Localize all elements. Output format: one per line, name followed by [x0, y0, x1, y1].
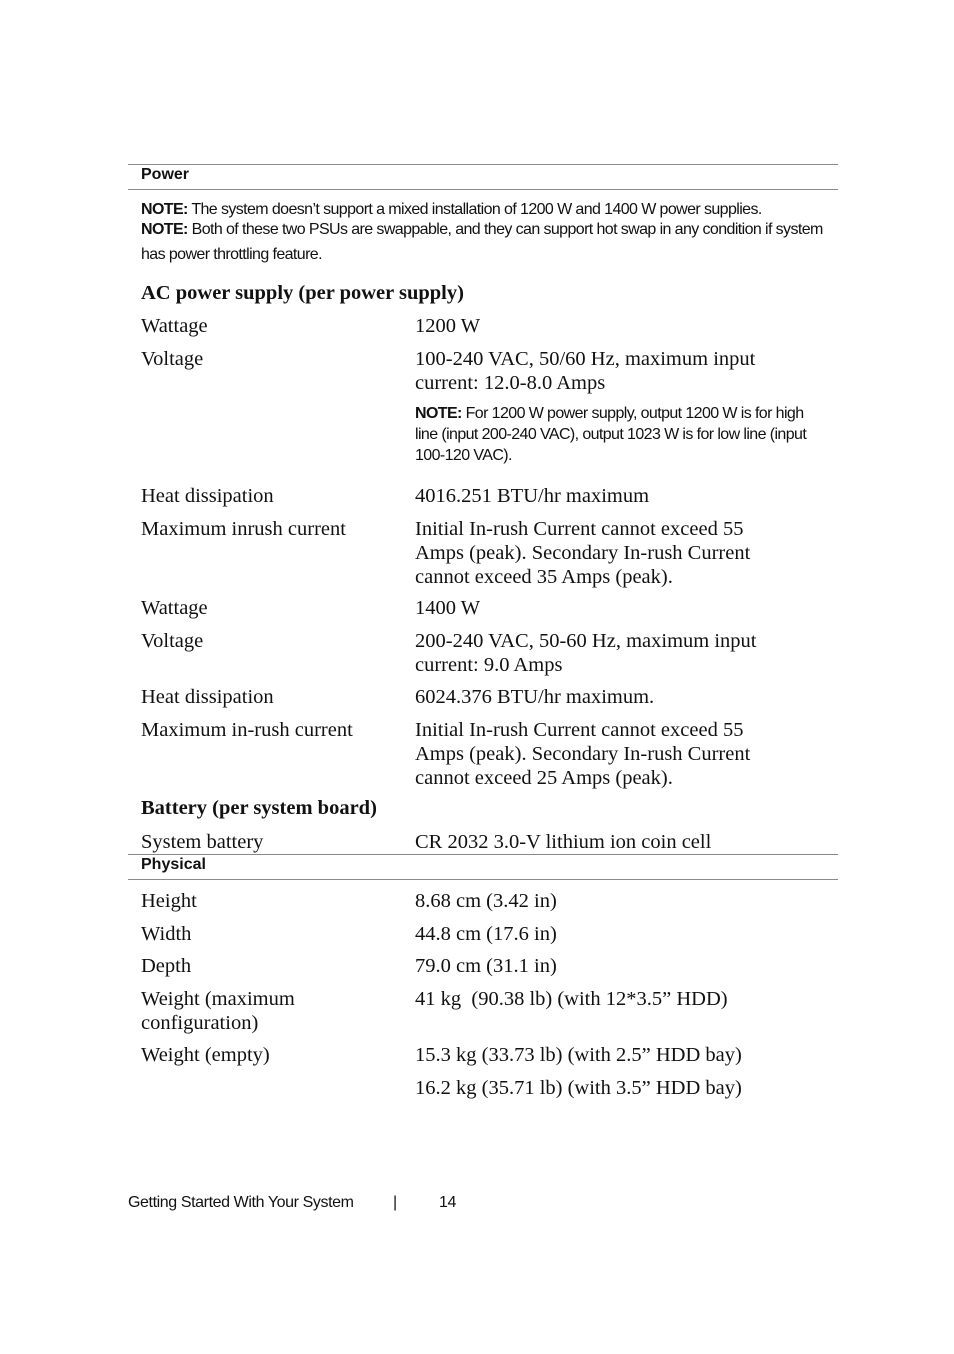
power-rule-bottom — [128, 189, 838, 190]
spec-label: Weight (maximum configuration) — [141, 988, 295, 1034]
spec-value: 200-240 VAC, 50-60 Hz, maximum input current: 9.0 Amps — [415, 630, 757, 676]
battery-heading: Battery (per system board) — [141, 797, 377, 819]
ac-supply-heading: AC power supply (per power supply) — [141, 282, 464, 304]
note-2 — [141, 217, 831, 267]
physical-heading: Physical — [141, 856, 206, 873]
spec-value: 44.8 cm (17.6 in) — [415, 923, 557, 945]
footer-separator: | — [393, 1194, 397, 1211]
spec-label: Voltage — [141, 348, 204, 370]
spec-label: Depth — [141, 955, 192, 977]
spec-value: 8.68 cm (3.42 in) — [415, 890, 557, 912]
physical-rule-top — [128, 854, 838, 855]
spec-label: Height — [141, 890, 197, 912]
spec-value: 1200 W — [415, 315, 481, 337]
spec-label: Wattage — [141, 315, 208, 337]
spec-value: 16.2 kg (35.71 lb) (with 3.5” HDD bay) — [415, 1077, 742, 1099]
spec-label: Heat dissipation — [141, 485, 274, 507]
physical-rule-bottom — [128, 879, 838, 880]
spec-label: Weight (empty) — [141, 1044, 270, 1066]
power-heading: Power — [141, 166, 190, 183]
spec-label: Voltage — [141, 630, 204, 652]
power-rule-top — [128, 164, 838, 165]
footer-page-number: 14 — [439, 1194, 456, 1211]
spec-label: Maximum inrush current — [141, 518, 346, 540]
spec-value: 6024.376 BTU/hr maximum. — [415, 686, 655, 708]
power-notes — [141, 200, 831, 267]
spec-value: Initial In-rush Current cannot exceed 55 Amps (peak). Secondary In-rush Current cannot exceed 35 Amps (peak). — [415, 518, 751, 588]
spec-value: Initial In-rush Current cannot exceed 55 Amps (peak). Secondary In-rush Current cannot exceed 25 Amps (peak). — [415, 719, 751, 789]
spec-label: Heat dissipation — [141, 686, 274, 708]
spec-label: Maximum in-rush current — [141, 719, 353, 741]
spec-value: 41 kg (90.38 lb) (with 12*3.5” HDD) — [415, 988, 728, 1010]
note-2-label: NOTE: — [141, 221, 188, 238]
spec-label: Width — [141, 923, 192, 945]
spec-value: 79.0 cm (31.1 in) — [415, 955, 557, 977]
note-1-label: NOTE: — [141, 201, 188, 218]
footer-title: Getting Started With Your System — [128, 1194, 354, 1211]
spec-value: 15.3 kg (33.73 lb) (with 2.5” HDD bay) — [415, 1044, 742, 1066]
spec-value: 1400 W — [415, 597, 481, 619]
voltage-note-label: NOTE: — [415, 405, 462, 422]
note-2-text: Both of these two PSUs are swappable, and they can support hot swap in any condition if system has power throttling feature. — [141, 221, 823, 263]
voltage-note-text: For 1200 W power supply, output 1200 W is for high line (input 200-240 VAC), output 1023 W is for low line (input 100-120 VAC). — [415, 405, 807, 464]
voltage-note — [415, 403, 815, 466]
spec-value: 100-240 VAC, 50/60 Hz, maximum input current: 12.0-8.0 Amps — [415, 348, 756, 394]
spec-label: Wattage — [141, 597, 208, 619]
note-1-text: The system doesn’t support a mixed installation of 1200 W and 1400 W power supplies. — [187, 201, 762, 218]
spec-label: System battery — [141, 831, 264, 853]
spec-value: 4016.251 BTU/hr maximum — [415, 485, 650, 507]
spec-value: CR 2032 3.0-V lithium ion coin cell — [415, 831, 712, 853]
